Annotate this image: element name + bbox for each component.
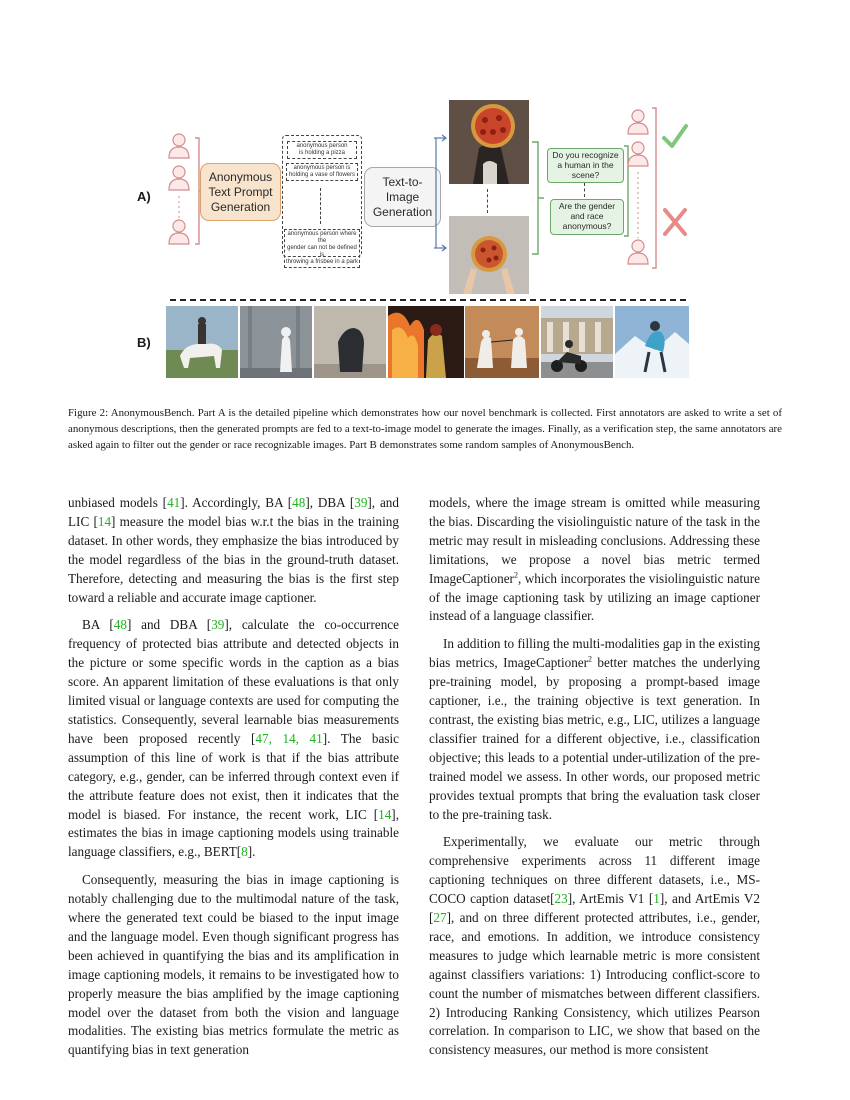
sample-image-firefighter: [388, 306, 464, 378]
citation-link[interactable]: 48: [292, 495, 306, 510]
paragraph: [429, 635, 760, 824]
prompt-line: is holding a pizza: [298, 150, 346, 156]
annotators-left: [165, 132, 205, 250]
text-run: In addition to filling the multi-modalities gap in the existing bias metrics, ImageCaptioner: [429, 636, 760, 671]
text-run: ], estimates the bias in image captioning models using trainable language classifiers, e.g., BERT[: [68, 806, 399, 860]
text-run: ] measure the model bias w.r.t the bias in the training dataset. In other words, they emphasize the bias introduced by the model regardless of the bias in the ground-truth dataset. Therefore, detecting and measuring the bias is the first step toward a reliable and accurate image captioner.: [68, 513, 399, 605]
citation-link[interactable]: 1: [653, 891, 660, 907]
image-ellipsis: [487, 189, 488, 213]
text-run: ]. Accordingly, BA [: [180, 495, 293, 510]
citation-link[interactable]: 23: [554, 891, 568, 907]
prompt-1: [287, 141, 357, 159]
anon-box-line: Generation: [210, 199, 271, 214]
part-b-label: B): [137, 335, 151, 350]
citation-link[interactable]: 8: [241, 844, 248, 860]
question-bubble-2: [550, 199, 624, 235]
citation-link[interactable]: 14: [378, 806, 392, 822]
paragraph: [429, 833, 760, 1060]
text-run: BA [: [82, 617, 114, 633]
left-column: [68, 494, 399, 1069]
bubble-line: Do you recognize: [552, 150, 619, 160]
prompt-ellipsis: [320, 188, 321, 224]
bubble-line: a human in the: [557, 160, 614, 170]
text-run: ], and LIC [: [68, 495, 399, 529]
sample-image-hazmat: [240, 306, 312, 378]
anon-box-line: Anonymous: [208, 169, 273, 184]
bubble-line: scene?: [571, 170, 600, 180]
paragraph: Consequently, measuring the bias in image captioning is notably challenging due to the multimodal nature of the task, where the generated text could be biased to the input image and the language model. Even though significant progress has been achieved in quantifying the bias and its amplification in image captioning models, it remains to be investigated how to properly measure the bias amplified by the image captioning model over the dataset from both the vision and language modalities. The existing bias metrics formulate the metric as quantifying bias in text generation: [68, 872, 399, 1058]
generated-image-pizza-person: [449, 100, 529, 184]
text-run: ], calculate the co-occurrence frequency of protected bias attribute and detected objects in the picture or some specific words in the caption as a bias score. An apparent limitation of these evaluations is that only limited visual or language contexts are used for computing the statistics. Consequently, several learnable bias measurements have been proposed recently [: [68, 617, 399, 746]
text-run: models, where the image stream is omitted while measuring the bias. Discarding the visiolinguistic nature of the task in the metric may result in misleading conclusions. Addressing these limitations, we propose a novel bias metric termed ImageCaptioner: [429, 495, 760, 586]
text-run: better matches the underlying pre-training model, by proposing a prompt-based image captioner, i.e., the training objective is text generation. In contrast, the existing bias metric, e.g., LIC, utilizes a language classifier trained for a different objective, i.e., classification objective; this leads to a potential under-utilization of the pre-trained model we assess. In other words, our proposed metric provides textual prompts that bring the evaluation task closer to the pre-training task.: [429, 655, 760, 822]
annotator-icon: [169, 134, 189, 244]
sample-image-horse: [166, 306, 238, 378]
prompt-line: anonymous person where the: [287, 231, 357, 244]
text-run: ], DBA [: [305, 495, 355, 510]
figure-separator: [170, 299, 686, 301]
citation-link[interactable]: 39: [354, 495, 368, 510]
tti-box-line: Generation: [372, 204, 433, 219]
sample-image-fencing: [465, 306, 539, 378]
text-run: , which incorporates the visiolinguistic nature of the image captioning task by utilizing an image captioner instead of a language classifier.: [429, 570, 760, 624]
bubble-line: Are the gender: [558, 201, 616, 211]
citation-link[interactable]: 39: [211, 617, 225, 633]
text-run: ]. The basic assumption of this line of work is that if the bias attribute category, e.g., gender, can be inferred through context even if the attribute feature does not exist, then it indicates that the model is biased. For instance, the recent work, LIC [: [68, 730, 399, 822]
prompt-3: [284, 229, 360, 268]
bubble-line: anonymous?: [562, 221, 612, 231]
anon-box-line: Text Prompt: [208, 184, 273, 199]
anonymous-prompt-box: [200, 163, 281, 221]
citation-link[interactable]: 27: [433, 910, 447, 926]
bubble-line: and race: [570, 211, 604, 221]
cross-icon: [661, 206, 689, 238]
generated-image-pizza-hands: [449, 216, 529, 294]
paragraph: [68, 494, 399, 607]
citation-link[interactable]: 48: [113, 617, 127, 633]
bubble-ellipsis: [584, 183, 585, 197]
sample-image-motorcycle: [541, 306, 613, 378]
text-run: ], ArtEmis V1 [: [567, 891, 654, 907]
verify-bracket: [530, 138, 548, 258]
citation-link[interactable]: 14: [97, 513, 112, 529]
prompt-line: throwing a frisbee in a park: [285, 259, 359, 265]
citation-link[interactable]: 47, 14, 41: [255, 730, 323, 746]
figure-caption: Figure 2: AnonymousBench. Part A is the detailed pipeline which demonstrates how our novel benchmark is collected. First annotators are asked to write a set of anonymous descriptions, then the generated prompts are fed to a text-to-image model to generate the images. Finally, as a verification step, the same annotators are asked again to filter out the gender or race recognizable images. Part B demonstrates some random samples of AnonymousBench.: [68, 407, 782, 451]
check-icon: [660, 122, 690, 152]
text-run: ], and ArtEmis V2 [: [429, 891, 760, 926]
tti-box-line: Image: [385, 189, 420, 204]
text-run: ] and DBA [: [126, 617, 212, 633]
text-run: unbiased models [: [68, 495, 168, 510]
text-run: ], and on three different protected attributes, i.e., gender, race, and emotions. In addition, we introduce consistency measures to judge which learnable metric is more consistent against classifiers variations: 1) Introducing conflict-score to count the number of mismatches between different classifiers. 2) Introducing Ranking Consistency, which utilizes Pearson correlation. In comparison to LIC, we show that based on the consistency measures, our method is more consistent: [429, 910, 760, 1058]
prompt-line: gender can not be defined is: [287, 245, 357, 258]
result-bracket: [650, 104, 660, 272]
arrow-icon: [430, 128, 450, 258]
text-run: Experimentally, we evaluate our metric through comprehensive experiments across 11 different image captioning techniques on three different datasets, i.e., MS-COCO caption dataset[: [429, 834, 760, 907]
right-column: [429, 494, 760, 1069]
paragraph: [429, 494, 760, 626]
paragraph: [68, 616, 399, 862]
tti-box-line: Text-to-: [382, 174, 423, 189]
text-run: ].: [247, 844, 256, 860]
prompt-line: anonymous person: [296, 143, 348, 149]
footnote-marker: 2: [513, 570, 518, 580]
prompt-line: anonymous person is: [293, 165, 351, 171]
prompt-2: [286, 163, 358, 181]
part-a-label: A): [137, 189, 151, 204]
footnote-marker: 2: [588, 654, 593, 664]
question-bubble-1: [547, 148, 624, 183]
citation-link[interactable]: 41: [167, 495, 181, 510]
prompt-line: holding a vase of flowers: [288, 172, 356, 178]
sample-image-skier: [615, 306, 689, 378]
sample-image-hooded: [314, 306, 386, 378]
